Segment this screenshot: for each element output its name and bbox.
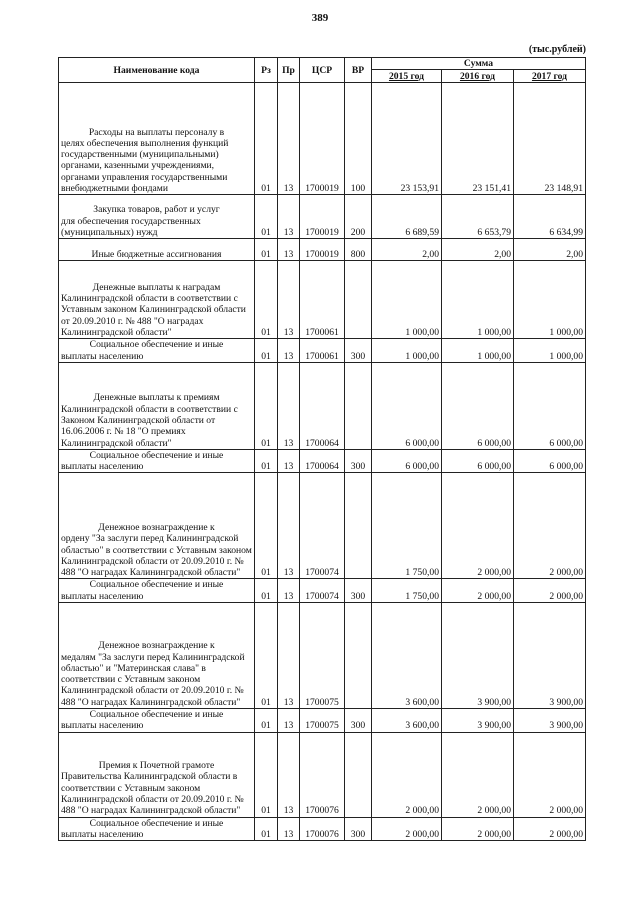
header-year-2017: 2017 год <box>514 70 586 83</box>
cell-pr: 13 <box>278 579 300 603</box>
cell-rz: 01 <box>255 709 278 733</box>
cell-v2015: 6 689,59 <box>372 195 442 239</box>
cell-pr: 13 <box>278 362 300 449</box>
cell-vr: 300 <box>345 339 372 363</box>
cell-csr: 1700061 <box>300 339 345 363</box>
row-name <box>59 732 255 817</box>
cell-v2016: 1 000,00 <box>442 261 514 339</box>
row-name <box>59 261 255 339</box>
cell-csr: 1700061 <box>300 261 345 339</box>
cell-csr: 1700076 <box>300 817 345 841</box>
row-name-first-line: Социальное обеспечение и иные <box>89 579 224 591</box>
cell-csr: 1700076 <box>300 732 345 817</box>
table-row <box>59 579 586 603</box>
table-row <box>59 449 586 473</box>
row-name-rest: для обеспечения государственных (муниципальных) нужд <box>61 215 201 238</box>
cell-v2017: 3 900,00 <box>514 603 586 709</box>
cell-rz: 01 <box>255 195 278 239</box>
cell-v2016: 1 000,00 <box>442 339 514 363</box>
cell-rz: 01 <box>255 473 278 579</box>
row-name-first-line: Социальное обеспечение и иные <box>89 817 224 829</box>
cell-v2017: 6 634,99 <box>514 195 586 239</box>
row-name-rest: Калининградской области в соответствии с Уставным законом Калининградской области от 20.09.2010 г. № 488 "О наградах Калининградской области" <box>61 293 246 338</box>
cell-vr: 300 <box>345 817 372 841</box>
row-name <box>59 362 255 449</box>
row-name-first-line: Денежные выплаты к премиям <box>93 392 220 404</box>
cell-rz: 01 <box>255 449 278 473</box>
row-name-rest: Калининградской области в соответствии с Законом Калининградской области от 16.06.2006 г. № 18 "О премиях Калининградской области" <box>61 403 238 449</box>
row-name <box>59 195 255 239</box>
row-name <box>59 473 255 579</box>
cell-v2017: 2 000,00 <box>514 732 586 817</box>
cell-pr: 13 <box>278 83 300 195</box>
cell-pr: 13 <box>278 732 300 817</box>
cell-csr: 1700019 <box>300 83 345 195</box>
cell-vr: 300 <box>345 709 372 733</box>
cell-v2016: 2 000,00 <box>442 579 514 603</box>
cell-v2015: 2 000,00 <box>372 817 442 841</box>
row-name-first-line: Расходы на выплаты персоналу в <box>88 126 225 138</box>
row-name-rest: выплаты населению <box>61 590 144 602</box>
cell-v2016: 2,00 <box>442 239 514 261</box>
table-row <box>59 261 586 339</box>
table-row <box>59 83 586 195</box>
cell-rz: 01 <box>255 732 278 817</box>
table-row <box>59 473 586 579</box>
header-rz: Рз <box>255 58 278 83</box>
table-row <box>59 603 586 709</box>
cell-vr <box>345 362 372 449</box>
cell-vr: 800 <box>345 239 372 261</box>
cell-v2017: 2,00 <box>514 239 586 261</box>
cell-rz: 01 <box>255 817 278 841</box>
cell-v2017: 3 900,00 <box>514 709 586 733</box>
table-row <box>59 339 586 363</box>
header-year-2015: 2015 год <box>372 70 442 83</box>
cell-v2015: 1 750,00 <box>372 473 442 579</box>
table-row <box>59 817 586 841</box>
row-name-first-line: Денежные выплаты к наградам <box>92 281 221 293</box>
cell-v2017: 1 000,00 <box>514 339 586 363</box>
cell-v2017: 6 000,00 <box>514 449 586 473</box>
header-vr: ВР <box>345 58 372 83</box>
header-year-2016: 2016 год <box>442 70 514 83</box>
cell-rz: 01 <box>255 83 278 195</box>
cell-pr: 13 <box>278 817 300 841</box>
cell-pr: 13 <box>278 473 300 579</box>
cell-v2017: 23 148,91 <box>514 83 586 195</box>
cell-vr: 200 <box>345 195 372 239</box>
row-name-rest: Правительства Калининградской области в соответствии с Уставным законом Калининградской области от 20.09.2010 г. № 488 "О наградах Калининградской области" <box>61 771 244 817</box>
cell-rz: 01 <box>255 362 278 449</box>
cell-v2015: 1 000,00 <box>372 261 442 339</box>
budget-table <box>58 57 586 841</box>
table-row <box>59 362 586 449</box>
units-label: (тыс.рублей) <box>528 44 586 55</box>
cell-v2016: 23 151,41 <box>442 83 514 195</box>
cell-v2015: 6 000,00 <box>372 362 442 449</box>
cell-rz: 01 <box>255 239 278 261</box>
cell-vr <box>345 603 372 709</box>
cell-vr <box>345 732 372 817</box>
cell-csr: 1700019 <box>300 195 345 239</box>
row-name-rest: целях обеспечения выполнения функций государственными (муниципальными) органами, казенными учреждениями, органами управления государственными внебюджетными фондами <box>61 137 229 194</box>
row-name <box>59 83 255 195</box>
cell-v2015: 6 000,00 <box>372 449 442 473</box>
header-csr: ЦСР <box>300 58 345 83</box>
cell-pr: 13 <box>278 709 300 733</box>
cell-vr: 300 <box>345 449 372 473</box>
row-name-rest: выплаты населению <box>61 350 144 362</box>
table-row <box>59 709 586 733</box>
cell-pr: 13 <box>278 603 300 709</box>
table-row <box>59 195 586 239</box>
row-name <box>59 449 255 473</box>
row-name-rest: медалям "За заслуги перед Калининградской областью" и "Материнская слава" в соответствии с Уставным законом Калининградской области от 20.09.2010 г. № 488 "О наградах Калининградской области" <box>61 651 245 708</box>
cell-vr: 100 <box>345 83 372 195</box>
cell-vr <box>345 261 372 339</box>
cell-v2015: 23 153,91 <box>372 83 442 195</box>
cell-v2015: 1 750,00 <box>372 579 442 603</box>
row-name-first-line: Социальное обеспечение и иные <box>89 449 224 461</box>
row-name-rest: выплаты населению <box>61 720 144 732</box>
row-name <box>59 709 255 733</box>
cell-v2017: 2 000,00 <box>514 579 586 603</box>
cell-pr: 13 <box>278 195 300 239</box>
header-pr: Пр <box>278 58 300 83</box>
cell-csr: 1700064 <box>300 362 345 449</box>
cell-csr: 1700064 <box>300 449 345 473</box>
cell-v2017: 2 000,00 <box>514 817 586 841</box>
cell-csr: 1700019 <box>300 239 345 261</box>
row-name-first-line: Социальное обеспечение и иные <box>89 339 224 351</box>
cell-rz: 01 <box>255 603 278 709</box>
cell-pr: 13 <box>278 239 300 261</box>
cell-v2016: 2 000,00 <box>442 732 514 817</box>
row-name-rest: выплаты населению <box>61 828 144 840</box>
cell-rz: 01 <box>255 261 278 339</box>
cell-v2015: 3 600,00 <box>372 603 442 709</box>
cell-v2015: 2,00 <box>372 239 442 261</box>
cell-v2016: 6 000,00 <box>442 449 514 473</box>
cell-pr: 13 <box>278 339 300 363</box>
header-sum: Сумма <box>372 58 586 70</box>
row-name <box>59 817 255 841</box>
cell-v2016: 3 900,00 <box>442 709 514 733</box>
cell-v2016: 3 900,00 <box>442 603 514 709</box>
cell-v2015: 3 600,00 <box>372 709 442 733</box>
cell-v2017: 1 000,00 <box>514 261 586 339</box>
row-name <box>59 239 255 261</box>
row-name-first-line: Денежное вознаграждение к <box>98 640 215 652</box>
cell-csr: 1700075 <box>300 603 345 709</box>
cell-pr: 13 <box>278 449 300 473</box>
table-row <box>59 239 586 261</box>
row-name-first-line: Премия к Почетной грамоте <box>98 760 215 772</box>
cell-csr: 1700074 <box>300 579 345 603</box>
row-name-first-line: Социальное обеспечение и иные <box>89 709 224 721</box>
cell-rz: 01 <box>255 339 278 363</box>
page-number: 389 <box>311 12 329 24</box>
cell-v2016: 6 000,00 <box>442 362 514 449</box>
cell-vr <box>345 473 372 579</box>
row-name <box>59 579 255 603</box>
cell-rz: 01 <box>255 579 278 603</box>
cell-v2017: 2 000,00 <box>514 473 586 579</box>
header-name: Наименование кода <box>59 58 255 83</box>
table-row <box>59 732 586 817</box>
cell-v2015: 2 000,00 <box>372 732 442 817</box>
cell-v2016: 2 000,00 <box>442 473 514 579</box>
cell-v2015: 1 000,00 <box>372 339 442 363</box>
row-name-rest: выплаты населению <box>61 461 144 473</box>
cell-pr: 13 <box>278 261 300 339</box>
cell-csr: 1700075 <box>300 709 345 733</box>
row-name-first-line: Закупка товаров, работ и услуг <box>93 204 220 216</box>
table-body <box>59 83 586 841</box>
cell-v2017: 6 000,00 <box>514 362 586 449</box>
row-name <box>59 603 255 709</box>
row-name-first-line: Денежное вознаграждение к <box>98 522 215 533</box>
cell-csr: 1700074 <box>300 473 345 579</box>
cell-v2016: 2 000,00 <box>442 817 514 841</box>
row-name <box>59 339 255 363</box>
cell-v2016: 6 653,79 <box>442 195 514 239</box>
cell-vr: 300 <box>345 579 372 603</box>
row-name-rest: ордену "За заслуги перед Калининградской областью" в соответствии с Уставным законом Калининградской области от 20.09.2010 г. № 488 "О наградах Калининградской области" <box>61 533 252 579</box>
row-name-first-line: Иные бюджетные ассигнования <box>91 249 222 260</box>
